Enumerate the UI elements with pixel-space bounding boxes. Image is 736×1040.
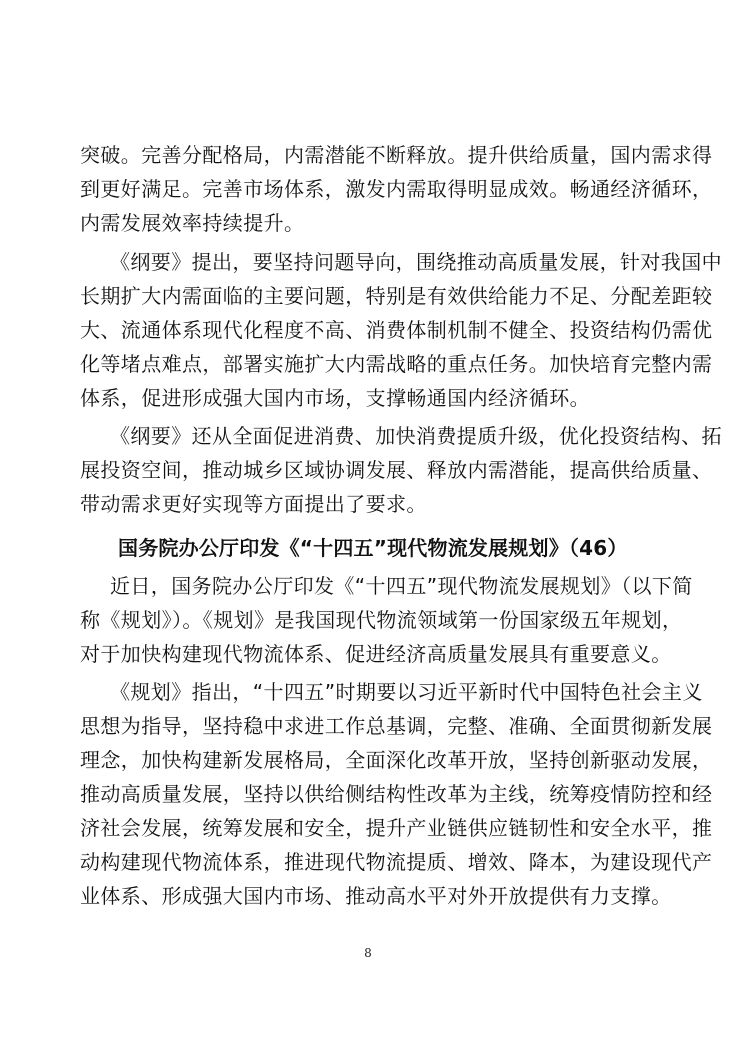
paragraph-line: 推动高质量发展，坚持以供给侧结构性改革为主线，统筹疫情防控和经 (80, 782, 713, 806)
paragraph-line: 突破。完善分配格局，内需潜能不断释放。提升供给质量，国内需求得 (80, 143, 713, 167)
paragraph-line: 济社会发展，统筹发展和安全，提升产业链供应链韧性和安全水平，推 (80, 816, 713, 840)
paragraph-line: 《规划》指出，“十四五”时期要以习近平新时代中国特色社会主义 (110, 680, 703, 704)
paragraph-line: 《纲要》提出，要坚持问题导向，围绕推动高质量发展，针对我国中 (110, 250, 722, 274)
paragraph-line: 体系，促进形成强大国内市场，支撑畅通国内经济循环。 (80, 386, 590, 410)
paragraph-line: 内需发展效率持续提升。 (80, 211, 305, 235)
paragraph-line: 展投资空间，推动城乡区域协调发展、释放内需潜能，提高供给质量、 (80, 458, 713, 482)
paragraph-line: 业体系、形成强大国内市场、推动高水平对外开放提供有力支撑。 (80, 884, 672, 908)
paragraph-line: 到更好满足。完善市场体系，激发内需取得明显成效。畅通经济循环， (80, 177, 713, 201)
page-number: 8 (364, 946, 372, 960)
paragraph-line: 近日，国务院办公厅印发《“十四五”现代物流发展规划》（以下简 (110, 574, 693, 598)
paragraph-line: 《纲要》还从全面促进消费、加快消费提质升级，优化投资结构、拓 (110, 424, 722, 448)
paragraph-line: 理念，加快构建新发展格局，全面深化改革开放，坚持创新驱动发展， (80, 748, 713, 772)
paragraph-line: 化等堵点难点，部署实施扩大内需战略的重点任务。加快培育完整内需 (80, 352, 713, 376)
section-heading: 国务院办公厅印发《“十四五”现代物流发展规划》（46） (118, 536, 628, 560)
paragraph-line: 对于加快构建现代物流体系、促进经济高质量发展具有重要意义。 (80, 642, 672, 666)
paragraph-line: 带动需求更好实现等方面提出了要求。 (80, 492, 427, 516)
paragraph-line: 称《规划》）。《规划》是我国现代物流领域第一份国家级五年规划， (80, 608, 683, 632)
paragraph-line: 思想为指导，坚持稳中求进工作总基调，完整、准确、全面贯彻新发展 (80, 714, 713, 738)
paragraph-line: 长期扩大内需面临的主要问题，特别是有效供给能力不足、分配差距较 (80, 284, 713, 308)
paragraph-line: 动构建现代物流体系，推进现代物流提质、增效、降本，为建设现代产 (80, 850, 713, 874)
paragraph-line: 大、流通体系现代化程度不高、消费体制机制不健全、投资结构仍需优 (80, 318, 713, 342)
